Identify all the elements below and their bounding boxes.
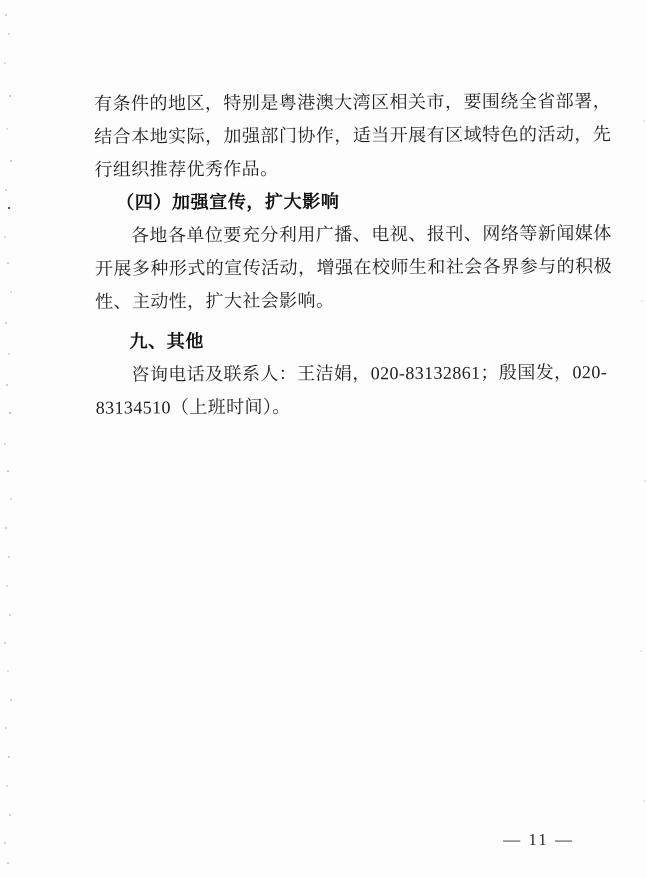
section-4-paragraph: 各地各单位要充分利用广播、电视、报刊、网络等新闻媒体开展多种形式的宣传活动，增强在校师生和社会各界参与的积极性、主动性，扩大社会影响。	[94, 222, 613, 312]
section-9-paragraph: 咨询电话及联系人：王洁娟，020-83132861；殷国发，020-83134510（上班时间）。	[95, 362, 608, 418]
page-number: — 11 —	[503, 830, 574, 849]
document-body	[94, 85, 613, 425]
paragraph-continuation: 有条件的地区，特别是粤港澳大湾区相关市，要围绕全省部署，结合本地实际，加强部门协作，适当开展有区域特色的活动，先行组织推荐优秀作品。	[94, 90, 612, 180]
scan-noise-right-edge	[0, 0, 2, 2]
section-heading-4: （四）加强宣传，扩大影响	[116, 191, 340, 213]
section-heading-9: 九、其他	[129, 331, 204, 352]
